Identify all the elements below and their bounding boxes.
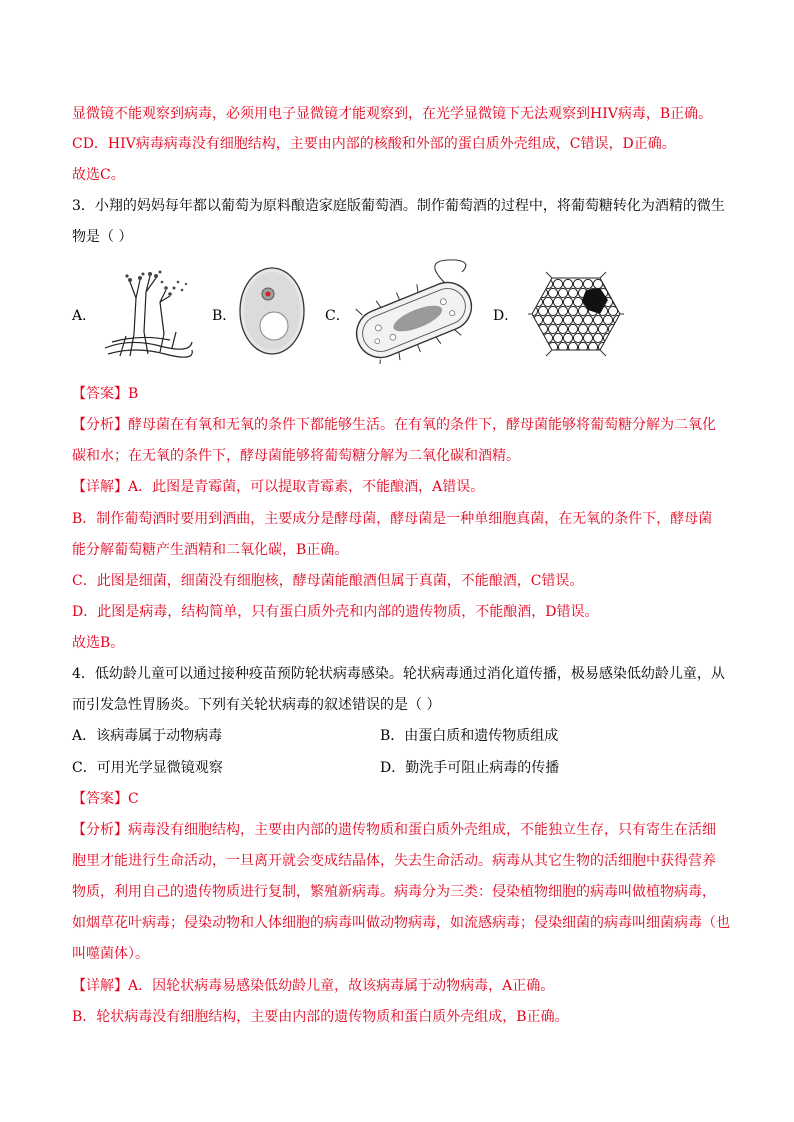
q3-stem-line-1: 3．小翔的妈妈每年都以葡萄为原料酿造家庭版葡萄酒。制作葡萄酒的过程中，将葡萄糖转化为酒精的微生 xyxy=(72,198,725,214)
q3-detail-line-3: 能分解葡萄糖产生酒精和二氧化碳，B正确。 xyxy=(72,542,349,558)
q3-option-d-label: D． xyxy=(493,308,519,324)
q3-answer: 【答案】B xyxy=(72,386,139,402)
intro-line-2: CD．HIV病毒病毒没有细胞结构，主要由内部的核酸和外部的蛋白质外壳组成，C错误，D正确。 xyxy=(72,136,676,152)
q3-option-a-label: A． xyxy=(72,308,97,324)
q3-analysis-line-2: 碳和水；在无氧的条件下，酵母菌能够将葡萄糖分解为二氧化碳和酒精。 xyxy=(72,448,520,464)
q3-stem-line-2: 物是（ ） xyxy=(72,229,133,245)
q3-detail-line-4: C．此图是细菌，细菌没有细胞核，酵母菌能酿酒但属于真菌，不能酿酒，C错误。 xyxy=(72,573,584,589)
yeast-icon xyxy=(236,264,308,358)
q4-stem-line-2: 而引发急性胃肠炎。下列有关轮状病毒的叙述错误的是（ ） xyxy=(72,697,441,713)
q3-option-c-label: C． xyxy=(325,308,350,324)
q4-option-c: C．可用光学显微镜观察 xyxy=(72,760,223,776)
q4-analysis-line-5: 叫噬菌体）。 xyxy=(72,946,149,962)
q4-detail-line-1: 【详解】A．因轮状病毒易感染低幼龄儿童，故该病毒属于动物病毒，A正确。 xyxy=(72,978,555,994)
intro-line-3: 故选C。 xyxy=(72,167,125,183)
q4-option-a: A．该病毒属于动物病毒 xyxy=(72,728,223,744)
bacterium-icon xyxy=(348,256,480,364)
q4-analysis-line-2: 胞里才能进行生命活动，一旦离开就会变成结晶体，失去生命活动。病毒从其它生物的活细胞中获得营养 xyxy=(72,853,716,869)
q3-analysis-line-1: 【分析】酵母菌在有氧和无氧的条件下都能够生活。在有氧的条件下，酵母菌能够将葡萄糖分解为二氧化 xyxy=(72,417,716,433)
q3-option-b-label: B． xyxy=(212,308,237,324)
intro-line-1: 显微镜不能观察到病毒，必须用电子显微镜才能观察到，在光学显微镜下无法观察到HIV病毒，B正确。 xyxy=(72,106,713,122)
q3-detail-line-2: B．制作葡萄酒时要用到酒曲，主要成分是酵母菌，酵母菌是一种单细胞真菌，在无氧的条件下，酵母菌 xyxy=(72,511,713,527)
virus-icon xyxy=(528,270,624,358)
q4-analysis-line-4: 如烟草花叶病毒；侵染动物和人体细胞的病毒叫做动物病毒，如流感病毒；侵染细菌的病毒叫细菌病毒（也 xyxy=(72,915,730,931)
q4-detail-line-2: B．轮状病毒没有细胞结构，主要由内部的遗传物质和蛋白质外壳组成，B正确。 xyxy=(72,1009,569,1025)
mold-icon xyxy=(100,268,195,360)
q4-stem-line-1: 4．低幼龄儿童可以通过接种疫苗预防轮状病毒感染。轮状病毒通过消化道传播，极易感染低幼龄儿童，从 xyxy=(72,666,725,682)
q3-detail-line-5: D．此图是病毒，结构简单，只有蛋白质外壳和内部的遗传物质，不能酿酒，D错误。 xyxy=(72,604,599,620)
q3-detail-line-6: 故选B。 xyxy=(72,635,125,651)
q4-analysis-line-1: 【分析】病毒没有细胞结构，主要由内部的遗传物质和蛋白质外壳组成，不能独立生存，只有寄生在活细 xyxy=(72,822,716,838)
q4-option-d: D．勤洗手可阻止病毒的传播 xyxy=(380,760,560,776)
q3-detail-line-1: 【详解】A．此图是青霉菌，可以提取青霉素，不能酿酒，A错误。 xyxy=(72,479,485,495)
q4-option-b: B．由蛋白质和遗传物质组成 xyxy=(380,728,559,744)
q4-answer: 【答案】C xyxy=(72,791,139,807)
q4-analysis-line-3: 物质，利用自己的遗传物质进行复制，繁殖新病毒。病毒分为三类：侵染植物细胞的病毒叫做植物病毒， xyxy=(72,884,716,900)
